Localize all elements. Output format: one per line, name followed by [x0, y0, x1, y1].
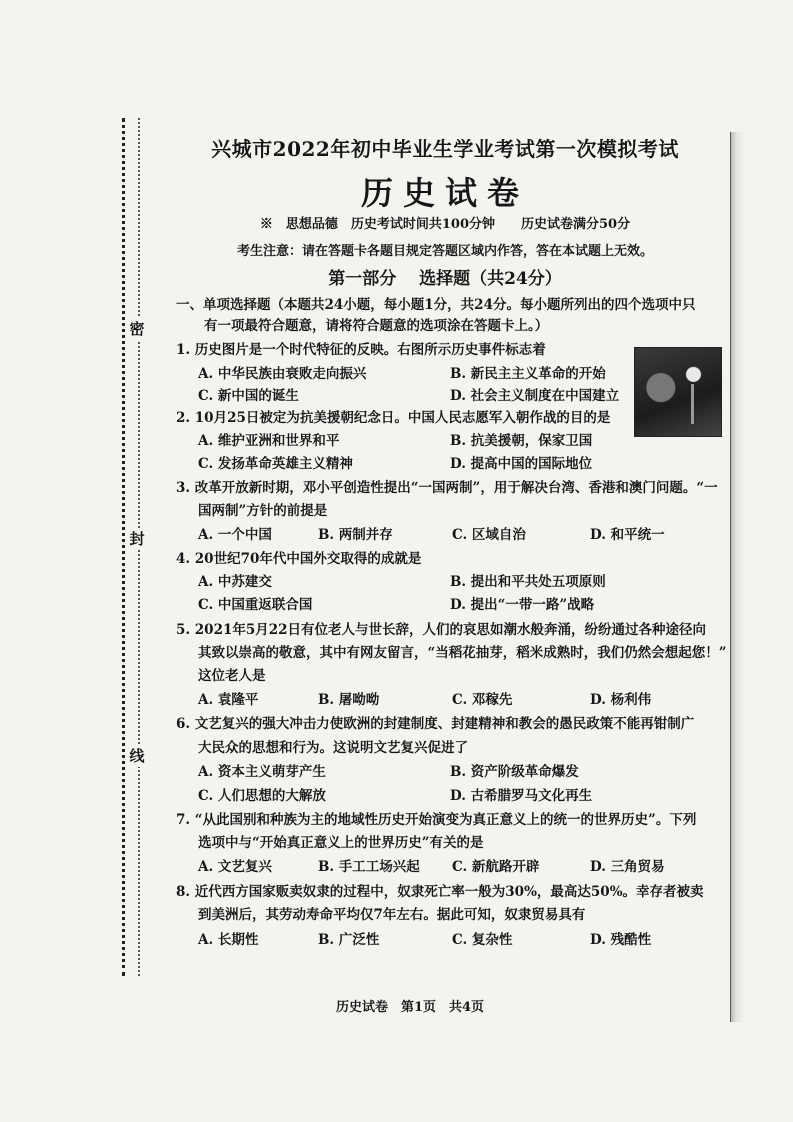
q1-option-d: D. 社会主义制度在中国建立	[450, 388, 620, 404]
question-3-cont: 国两制”方针的前提是	[198, 503, 328, 519]
q2-option-a: A. 维护亚洲和世界和平	[198, 433, 340, 449]
margin-char-xian: 线	[126, 745, 148, 767]
q3-option-d: D. 和平统一	[590, 527, 665, 543]
historical-photo	[634, 347, 722, 437]
exam-title: 兴城市2022年初中毕业生学业考试第一次模拟考试	[211, 137, 679, 161]
question-6: 6. 文艺复兴的强大冲击力使欧洲的封建制度、封建精神和教会的愚民政策不能再钳制广	[176, 716, 695, 732]
binding-dotted-line	[122, 118, 125, 976]
part-heading: 第一部分 选择题（共24分）	[328, 269, 562, 289]
section-instructions: 一、单项选择题（本题共24小题，每小题1分，共24分。每小题所列出的四个选项中只	[176, 297, 696, 313]
q1-option-c: C. 新中国的诞生	[198, 388, 299, 404]
q1-option-a: A. 中华民族由衰败走向振兴	[198, 366, 367, 382]
q8-option-b: B. 广泛性	[318, 932, 380, 948]
q2-option-d: D. 提高中国的国际地位	[450, 456, 593, 472]
q6-option-c: C. 人们思想的大解放	[198, 788, 326, 804]
q4-option-c: C. 中国重返联合国	[198, 597, 313, 613]
q7-option-a: A. 文艺复兴	[198, 859, 272, 875]
exam-info: ※ 思想品德 历史考试时间共100分钟 历史试卷满分50分	[259, 217, 631, 232]
exam-notice: 考生注意：请在答题卡各题目规定答题区域内作答，答在本试题上无效。	[236, 244, 653, 259]
question-5-cont2: 这位老人是	[198, 668, 266, 684]
q2-option-b: B. 抗美援朝，保家卫国	[450, 433, 593, 449]
q4-option-d: D. 提出“一带一路”战略	[450, 597, 595, 613]
q6-option-b: B. 资产阶级革命爆发	[450, 764, 579, 780]
q5-option-d: D. 杨利伟	[590, 692, 652, 708]
margin-char-feng: 封	[126, 528, 148, 550]
question-7-cont: 选项中与“开始真正意义上的世界历史”有关的是	[198, 835, 484, 851]
q6-option-d: D. 古希腊罗马文化再生	[450, 788, 593, 804]
q8-option-c: C. 复杂性	[452, 932, 513, 948]
question-8-cont: 到美洲后，其劳动寿命平均仅7年左右。据此可知，奴隶贸易具有	[198, 907, 586, 923]
q5-option-c: C. 邓稼先	[452, 692, 513, 708]
question-4: 4. 20世纪70年代中国外交取得的成就是	[176, 551, 422, 567]
q3-option-c: C. 区域自治	[452, 527, 526, 543]
question-7: 7. “从此国别和种族为主的地域性历史开始演变为真正意义上的统一的世界历史”。下列	[176, 812, 697, 828]
section-instructions-cont: 有一项最符合题意，请将符合题意的选项涂在答题卡上。）	[204, 318, 549, 334]
q2-option-c: C. 发扬革命英雄主义精神	[198, 456, 353, 472]
q3-option-b: B. 两制并存	[318, 527, 393, 543]
question-6-cont: 大民众的思想和行为。这说明文艺复兴促进了	[198, 740, 468, 756]
q7-option-b: B. 手工工场兴起	[318, 859, 420, 875]
q4-option-b: B. 提出和平共处五项原则	[450, 574, 606, 590]
q1-option-b: B. 新民主主义革命的开始	[450, 366, 606, 382]
q3-option-a: A. 一个中国	[198, 527, 272, 543]
question-3: 3. 改革开放新时期，邓小平创造性提出“一国两制”，用于解决台湾、香港和澳门问题。“一	[176, 480, 718, 496]
q4-option-a: A. 中苏建交	[198, 574, 272, 590]
microphone-shape	[691, 384, 694, 424]
q7-option-d: D. 三角贸易	[590, 859, 665, 875]
subject-title: 历史试卷	[360, 174, 529, 212]
question-8: 8. 近代西方国家贩卖奴隶的过程中，奴隶死亡率一般为30%，最高达50%。幸存者被卖	[176, 884, 704, 900]
q5-option-a: A. 袁隆平	[198, 692, 259, 708]
question-5: 5. 2021年5月22日有位老人与世长辞，人们的哀思如潮水般奔涌，纷纷通过各种途径向	[176, 622, 707, 638]
page-footer: 历史试卷 第1页 共4页	[335, 1000, 485, 1015]
question-1: 1. 历史图片是一个时代特征的反映。右图所示历史事件标志着	[176, 342, 546, 358]
margin-char-mi: 密	[126, 318, 148, 340]
q8-option-a: A. 长期性	[198, 932, 259, 948]
question-5-cont: 其致以崇高的敬意，其中有网友留言，“当稻花抽芽，稻米成熟时，我们仍然会想起您！”	[198, 645, 727, 661]
q5-option-b: B. 屠呦呦	[318, 692, 380, 708]
q8-option-d: D. 残酷性	[590, 932, 652, 948]
question-2: 2. 10月25日被定为抗美援朝纪念日。中国人民志愿军入朝作战的目的是	[176, 410, 611, 426]
q7-option-c: C. 新航路开辟	[452, 859, 540, 875]
q6-option-a: A. 资本主义萌芽产生	[198, 764, 326, 780]
